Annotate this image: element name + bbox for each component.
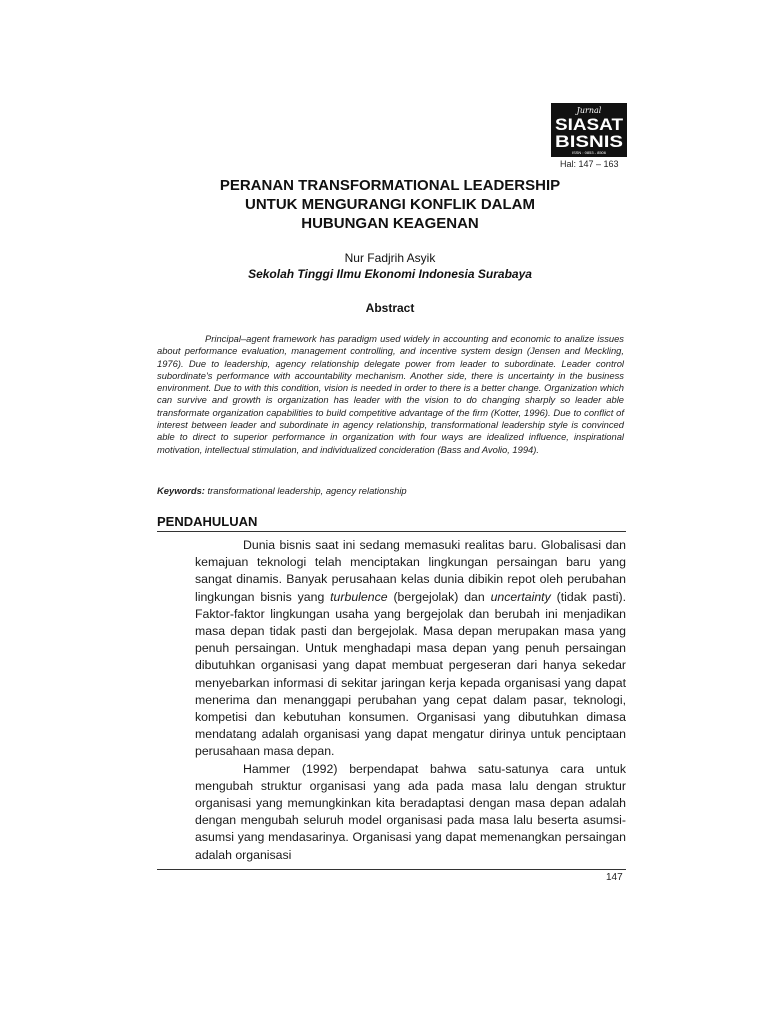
page-number: 147 (606, 872, 623, 883)
footer-rule (157, 869, 626, 870)
logo-issn: ISSN : 0853 - 8506 (571, 150, 607, 155)
body-text (195, 537, 626, 864)
title-line-2: UNTUK MENGURANGI KONFLIK DALAM (245, 196, 535, 213)
title-line-3: HUBUNGAN KEAGENAN (301, 215, 479, 232)
logo-line-bisnis: BISNIS (555, 132, 623, 151)
author-affiliation: Sekolah Tinggi Ilmu Ekonomi Indonesia Surabaya (248, 267, 532, 281)
title-line-1: PERANAN TRANSFORMATIONAL LEADERSHIP (219, 177, 561, 194)
page-range: Hal: 147 – 163 (560, 159, 619, 169)
author-name: Nur Fadjrih Asyik (344, 251, 436, 265)
body-paragraph-2: Hammer (1992) berpendapat bahwa satu-satunya cara untuk mengubah struktur organisasi yang ada pada masa lalu dengan struktur organisasi yang memungkinkan kita beradaptasi dengan masa depan adalah dengan mengubah seluruh model organisasi pada masa lalu beserta asumsi-asumsi yang mendasarinya. Organisasi yang dapat memenangkan persaingan adalah organisasi (195, 761, 626, 862)
term-turbulence: turbulence (330, 589, 388, 604)
body-paragraph-1 (195, 537, 626, 761)
abstract-heading: Abstract (365, 301, 415, 315)
logo-line-siasat: SIASAT (555, 115, 624, 134)
keywords (157, 485, 407, 496)
para1-part-a: Dunia bisnis saat ini sedang memasuki realitas baru. Globalisasi dan kemajuan teknologi telah menciptakan lingkungan persaingan baru yang sangat dinamis. Banyak perusahaan kelas dunia dibikin repot oleh perubahan lingkungan bisnis yang (195, 538, 626, 604)
section-heading: PENDAHULUAN (157, 514, 258, 529)
abstract-text: Principal–agent framework has paradigm used widely in accounting and economic to analize issues about performance evaluation, management controlling, and incentive system design (Jensen and Meckling, 1976). Due to leadership, agency relationship delegate power from leader to subordinate. Leader control subordinate's performance with accountability mechanism. Another side, there is uncertainty in the business environment. Due to with this condition, vision is needed in order to there is a better change. Organization which can survive and growth is organization has leader with the vision to do changing sharply so leader able transformate organization capabilities to build competitive advantage of the firm (Kotter, 1996). Due to conflict of interest between leader and subordinate in agency relationship, transformational leadership style is convinced able to direct to superior performance in organization with four ways are idealized influence, inspirational motivation, intellectual stimulation, and individualized concideration (Bass and Avolio, 1994). (157, 333, 624, 455)
keywords-label: Keywords: (157, 485, 205, 496)
keywords-text: transformational leadership, agency relationship (207, 485, 407, 496)
journal-logo (551, 103, 627, 157)
logo-script-text: Jurnal (576, 106, 602, 115)
term-uncertainty: uncertainty (490, 589, 551, 604)
paper-title (150, 176, 630, 233)
para1-part-c: (tidak pasti). Faktor-faktor lingkungan usaha yang bergejolak dan berubah ini menjadikan masa depan tidak pasti dan bergejolak. Masa depan merupakan masa yang penuh persaingan. Untuk menghadapi masa depan yang penuh persaingan dibutuhkan organisasi yang dapat membuat pergeseran dari hanya sekedar menyebarkan informasi di sekitar jaringan kerja kepada organisasi yang dapat menerima dan menanggapi perubahan yang cepat dalam pasar, teknologi, kompetisi dan kebutuhan konsumen. Organisasi yang dibutuhkan dimasa mendatang adalah organisasi yang dapat mengatur dirinya untuk penciptaan perusahaan masa depan. (195, 589, 627, 759)
section-rule (157, 531, 626, 532)
para1-part-b: (bergejolak) dan (393, 589, 485, 604)
